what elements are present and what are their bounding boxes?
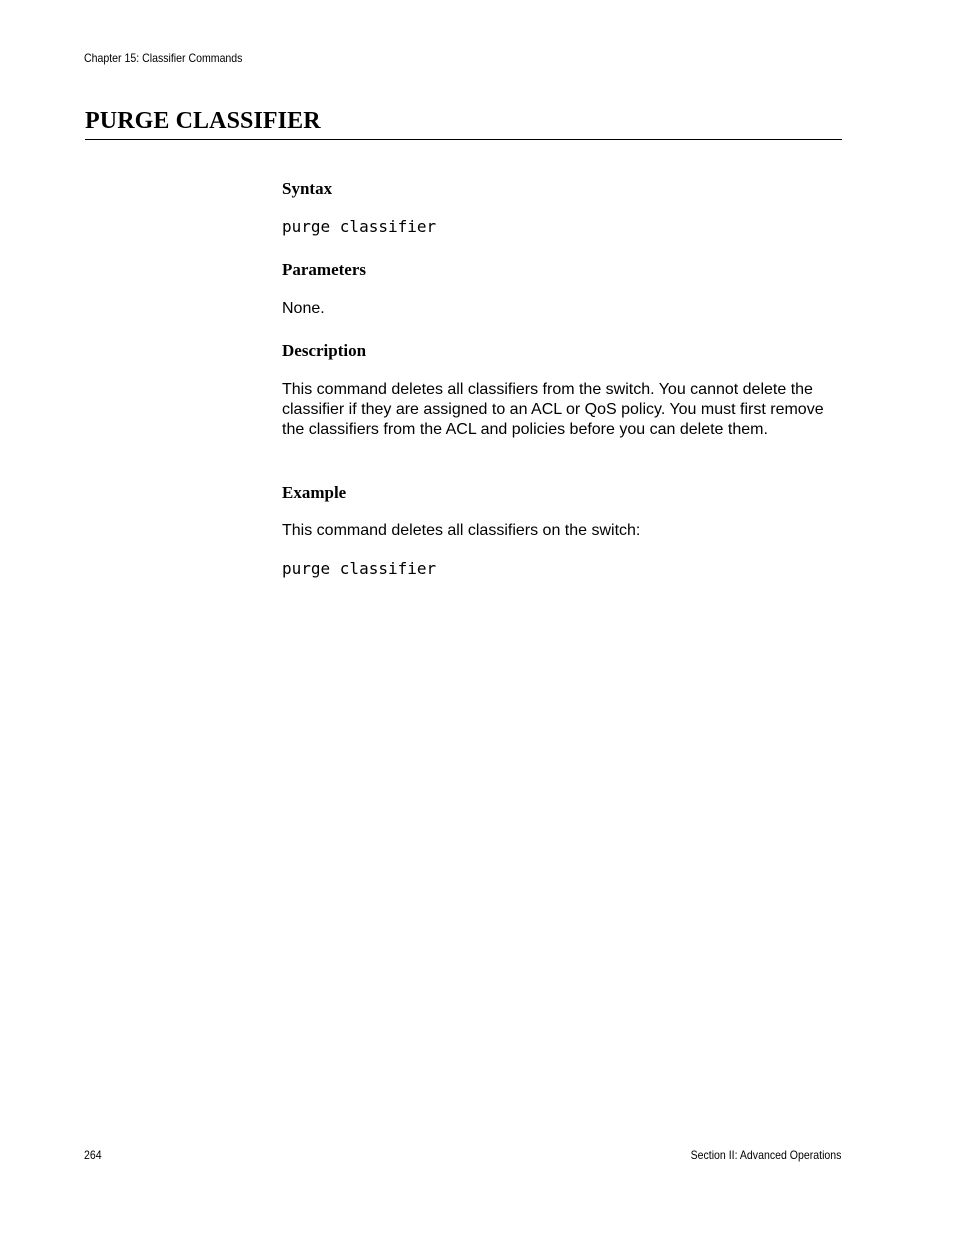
running-header: Chapter 15: Classifier Commands <box>84 51 243 65</box>
example-code: purge classifier <box>282 559 437 578</box>
example-heading: Example <box>282 483 347 502</box>
syntax-heading: Syntax <box>282 179 333 198</box>
title-block <box>85 106 842 140</box>
title-rule <box>85 139 842 140</box>
parameters-text: None. <box>282 300 325 317</box>
description-text: This command deletes all classifiers from the switch. You cannot delete the classifier if they are assigned to an ACL or QoS policy. You must first remove the classifiers from the ACL and policies before you can delete them. <box>282 381 824 438</box>
syntax-code: purge classifier <box>282 217 437 236</box>
example-text: This command deletes all classifiers on the switch: <box>282 522 641 539</box>
parameters-heading: Parameters <box>282 260 367 279</box>
page-title: PURGE CLASSIFIER <box>85 108 321 134</box>
running-footer-section: Section II: Advanced Operations <box>690 1148 841 1162</box>
page-number: 264 <box>84 1148 102 1162</box>
description-heading: Description <box>282 341 367 360</box>
